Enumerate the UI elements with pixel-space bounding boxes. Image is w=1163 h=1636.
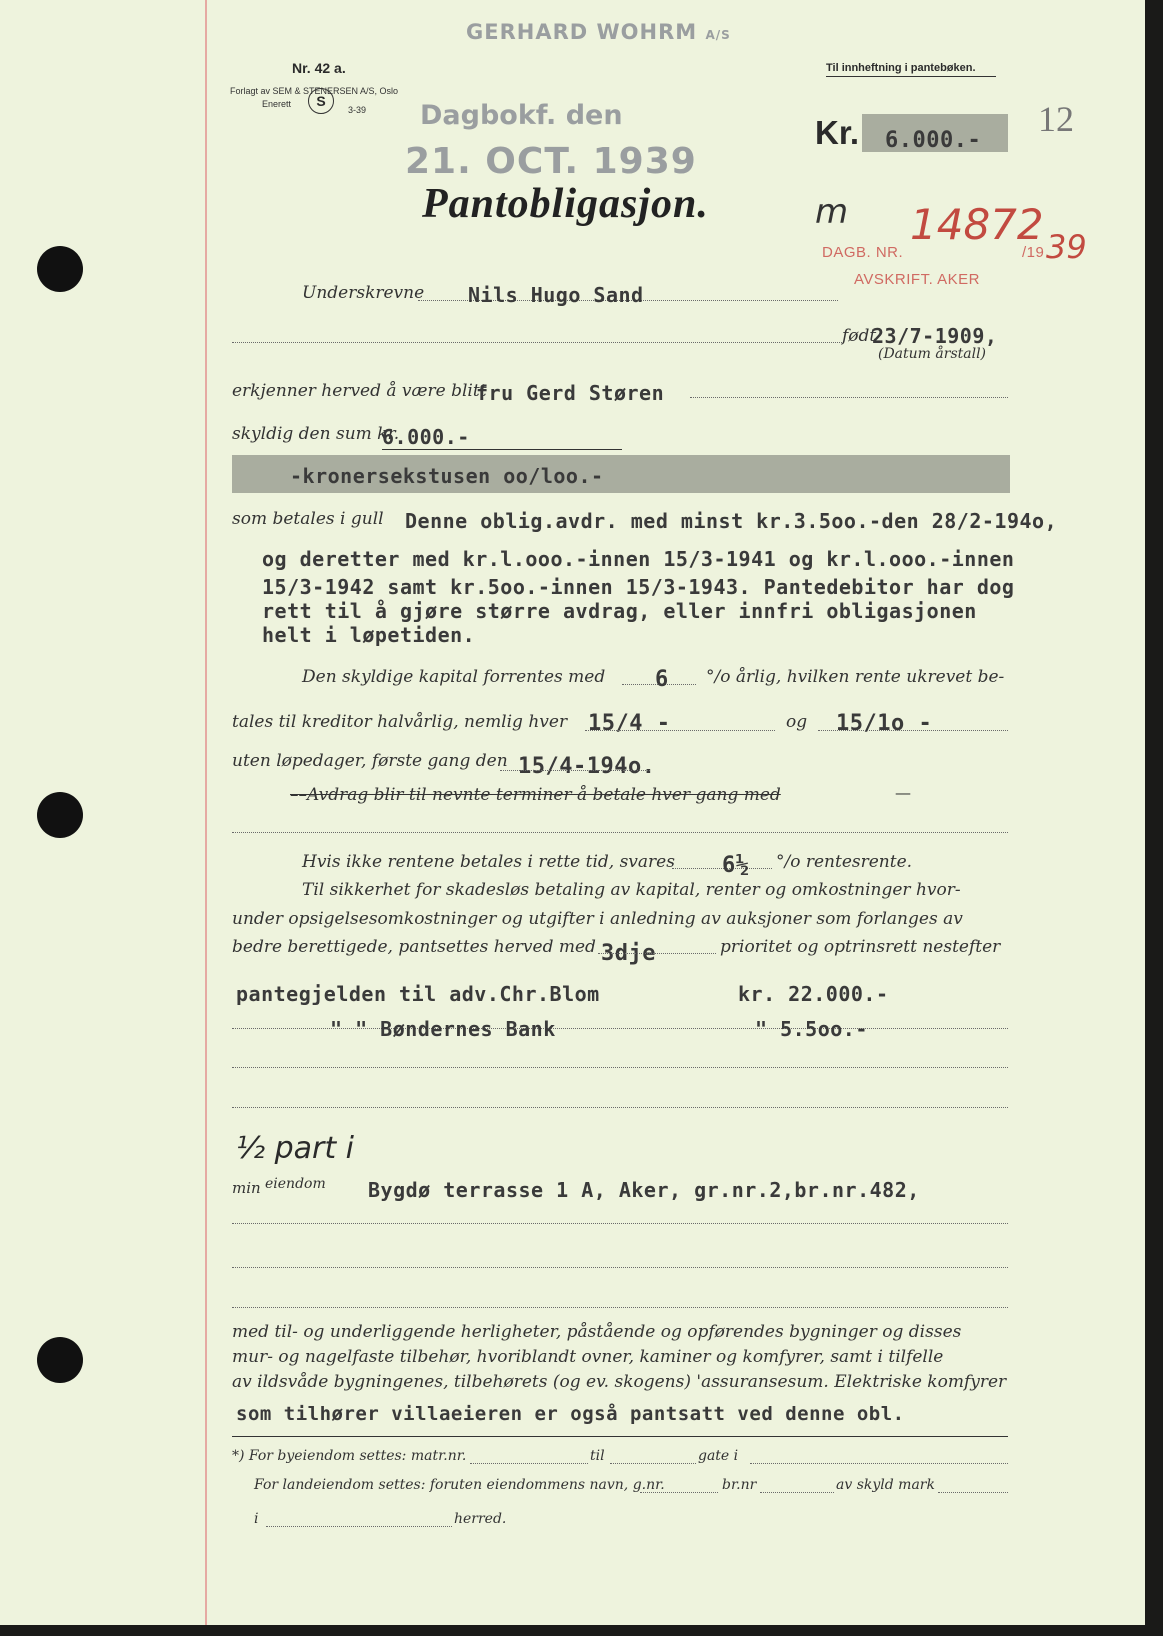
fodt-date: 23/7-1909, <box>872 324 998 348</box>
med-til-line-2: mur- og nagelfaste tilbehør, hvoriblandt ovner, kaminer og komfyrer, samt i tilfelle <box>232 1347 944 1367</box>
amount-underline <box>382 449 622 450</box>
fill-line <box>818 730 1008 731</box>
avskrift-label: AVSKRIFT. AKER <box>854 271 980 288</box>
undersk-name: Nils Hugo Sand <box>468 283 644 307</box>
punch-hole <box>37 792 83 838</box>
forste-label: uten løpedager, første gang den <box>232 751 508 771</box>
avdrag-label: ––Avdrag blir til nevnte terminer å betale hver gang med <box>290 785 781 805</box>
fill-line <box>690 397 1008 398</box>
footnote-1c: gate i <box>698 1448 739 1464</box>
datum-label: (Datum årstall) <box>878 346 987 362</box>
fill-line <box>232 342 844 343</box>
prior-lien-2: " " Bøndernes Bank <box>330 1017 556 1041</box>
hvis-label-a: Hvis ikke rentene betales i rette tid, svares <box>302 852 675 872</box>
publisher-line: Forlagt av SEM & STENERSEN A/S, Oslo <box>230 86 399 96</box>
date-1: 15/4 - <box>588 711 671 736</box>
dagb-year: 39 <box>1046 228 1087 266</box>
priority: 3dje <box>601 941 656 966</box>
dagbok-label: Dagbokf. den <box>420 100 623 131</box>
fill-line <box>598 953 716 954</box>
forste-date: 15/4-194o. <box>518 754 656 779</box>
interest-rate: 6 <box>655 667 669 692</box>
dagb-year-prefix: /19 <box>1022 244 1045 261</box>
fill-line <box>760 1492 834 1493</box>
amount-value: 6.000.- <box>885 128 982 153</box>
skyldig-label: skyldig den sum kr. <box>232 424 400 444</box>
interest-label-a: Den skyldige kapital forrentes med <box>302 667 606 687</box>
document-title: Pantobligasjon. <box>422 181 709 227</box>
creditor-name: fru Gerd Støren <box>476 381 665 405</box>
interest-label-b: °/o årlig, hvilken rente ukrevet be- <box>706 667 1005 687</box>
title-scribble: m <box>815 192 849 232</box>
amount-label: Kr. <box>815 114 860 151</box>
eiendom-label: eiendom <box>265 1176 326 1192</box>
dagb-nr-label: DAGB. NR. <box>822 244 904 261</box>
term-line-3: 15/3-1942 samt kr.5oo.-innen 15/3-1943. Pantedebitor har dog <box>262 575 1015 599</box>
footnote-3b: herred. <box>454 1511 507 1527</box>
property-text: Bygdø terrasse 1 A, Aker, gr.nr.2,br.nr.482, <box>368 1178 920 1202</box>
fill-line <box>610 1463 696 1464</box>
fill-line <box>470 1463 588 1464</box>
date-2: 15/1o - <box>836 711 933 736</box>
stamp-gerhard: GERHARD WOHRM A/S <box>466 20 731 44</box>
top-right-note: Til innheftning i pantebøken. <box>826 62 976 74</box>
fill-line <box>232 1067 1008 1068</box>
footnote-1a: *) For byeiendom settes: matr.nr. <box>232 1448 467 1464</box>
publisher-date: 3-39 <box>348 105 367 115</box>
penalty-rate: 6½ <box>722 853 750 878</box>
hvis-label-b: °/o rentesrente. <box>776 852 913 872</box>
publisher-logo: S <box>308 88 334 114</box>
min-label: min <box>232 1179 261 1197</box>
dagb-number: 14872 <box>910 200 1044 249</box>
term-line-2: og deretter med kr.l.ooo.-innen 15/3-1941 og kr.l.ooo.-innen <box>262 547 1015 571</box>
komfyrer-line: som tilhører villaeieren er også pantsatt ved denne obl. <box>236 1403 905 1425</box>
part-note: ½ part i <box>236 1131 355 1166</box>
sikkerhet-line-1: Til sikkerhet for skadesløs betaling av kapital, renter og omkostninger hvor- <box>302 880 961 900</box>
fill-line <box>232 1307 1008 1308</box>
punch-hole <box>37 1337 83 1383</box>
halvaarlig-label: tales til kreditor halvårlig, nemlig hver <box>232 712 568 732</box>
punch-hole <box>37 246 83 292</box>
divider <box>232 1436 1008 1437</box>
fill-line <box>640 1492 718 1493</box>
sum-words: -kronersekstusen oo/loo.- <box>290 464 604 488</box>
fill-line <box>232 1223 1008 1224</box>
underline <box>826 76 996 77</box>
med-til-line-1: med til- og underliggende herligheter, påstående og opførendes bygninger og disses <box>232 1322 962 1342</box>
term-line-4: rett til å gjøre større avdrag, eller innfri obligasjonen <box>262 599 977 623</box>
erkjenner-label: erkjenner herved å være blitt <box>232 381 487 401</box>
page-number: 12 <box>1038 99 1074 139</box>
avdrag-dash: — <box>895 783 911 802</box>
fill-line <box>266 1526 452 1527</box>
og-label: og <box>786 712 808 732</box>
undersk-label: Underskrevne <box>302 283 425 303</box>
prior-lien-1: pantegjelden til adv.Chr.Blom <box>236 982 600 1006</box>
prioritet-label: prioritet og optrinsrett nestefter <box>720 937 1001 957</box>
fill-line <box>232 1267 1008 1268</box>
fodt-label: født <box>842 326 877 346</box>
sikkerhet-line-2: under opsigelsesomkostninger og utgifter i anledning av auksjoner som forlanges av <box>232 909 963 929</box>
term-line-1: Denne oblig.avdr. med minst kr.3.5oo.-den 28/2-194o, <box>405 509 1058 533</box>
bedre-label: bedre berettigede, pantsettes herved med <box>232 937 596 957</box>
prior-lien-2-amount: " 5.5oo.- <box>755 1017 868 1041</box>
publisher-rights: Enerett <box>262 99 292 109</box>
med-til-line-3: av ildsvåde bygningenes, tilbehørets (og ev. skogens) 'assuransesum. Elektriske komfyrer <box>232 1372 1007 1392</box>
skyldig-amount: 6.000.- <box>382 425 470 449</box>
fill-line <box>750 1463 1008 1464</box>
fill-line <box>232 832 1008 833</box>
footnote-2c: av skyld mark <box>836 1477 935 1493</box>
form-number: Nr. 42 a. <box>292 60 346 76</box>
fill-line <box>938 1492 1008 1493</box>
dagbok-date: 21. OCT. 1939 <box>405 141 697 182</box>
betales-label: som betales i gull <box>232 509 384 529</box>
term-line-5: helt i løpetiden. <box>262 623 476 647</box>
footnote-3a: i <box>254 1511 259 1527</box>
fill-line <box>500 770 650 771</box>
footnote-2b: br.nr <box>722 1477 757 1493</box>
footnote-1b: til <box>590 1448 605 1464</box>
fill-line <box>232 1107 1008 1108</box>
fill-line <box>585 730 775 731</box>
margin-line <box>205 0 207 1625</box>
footnote-2a: For landeiendom settes: foruten eiendommens navn, g.nr. <box>254 1477 665 1493</box>
prior-lien-1-amount: kr. 22.000.- <box>738 982 889 1006</box>
